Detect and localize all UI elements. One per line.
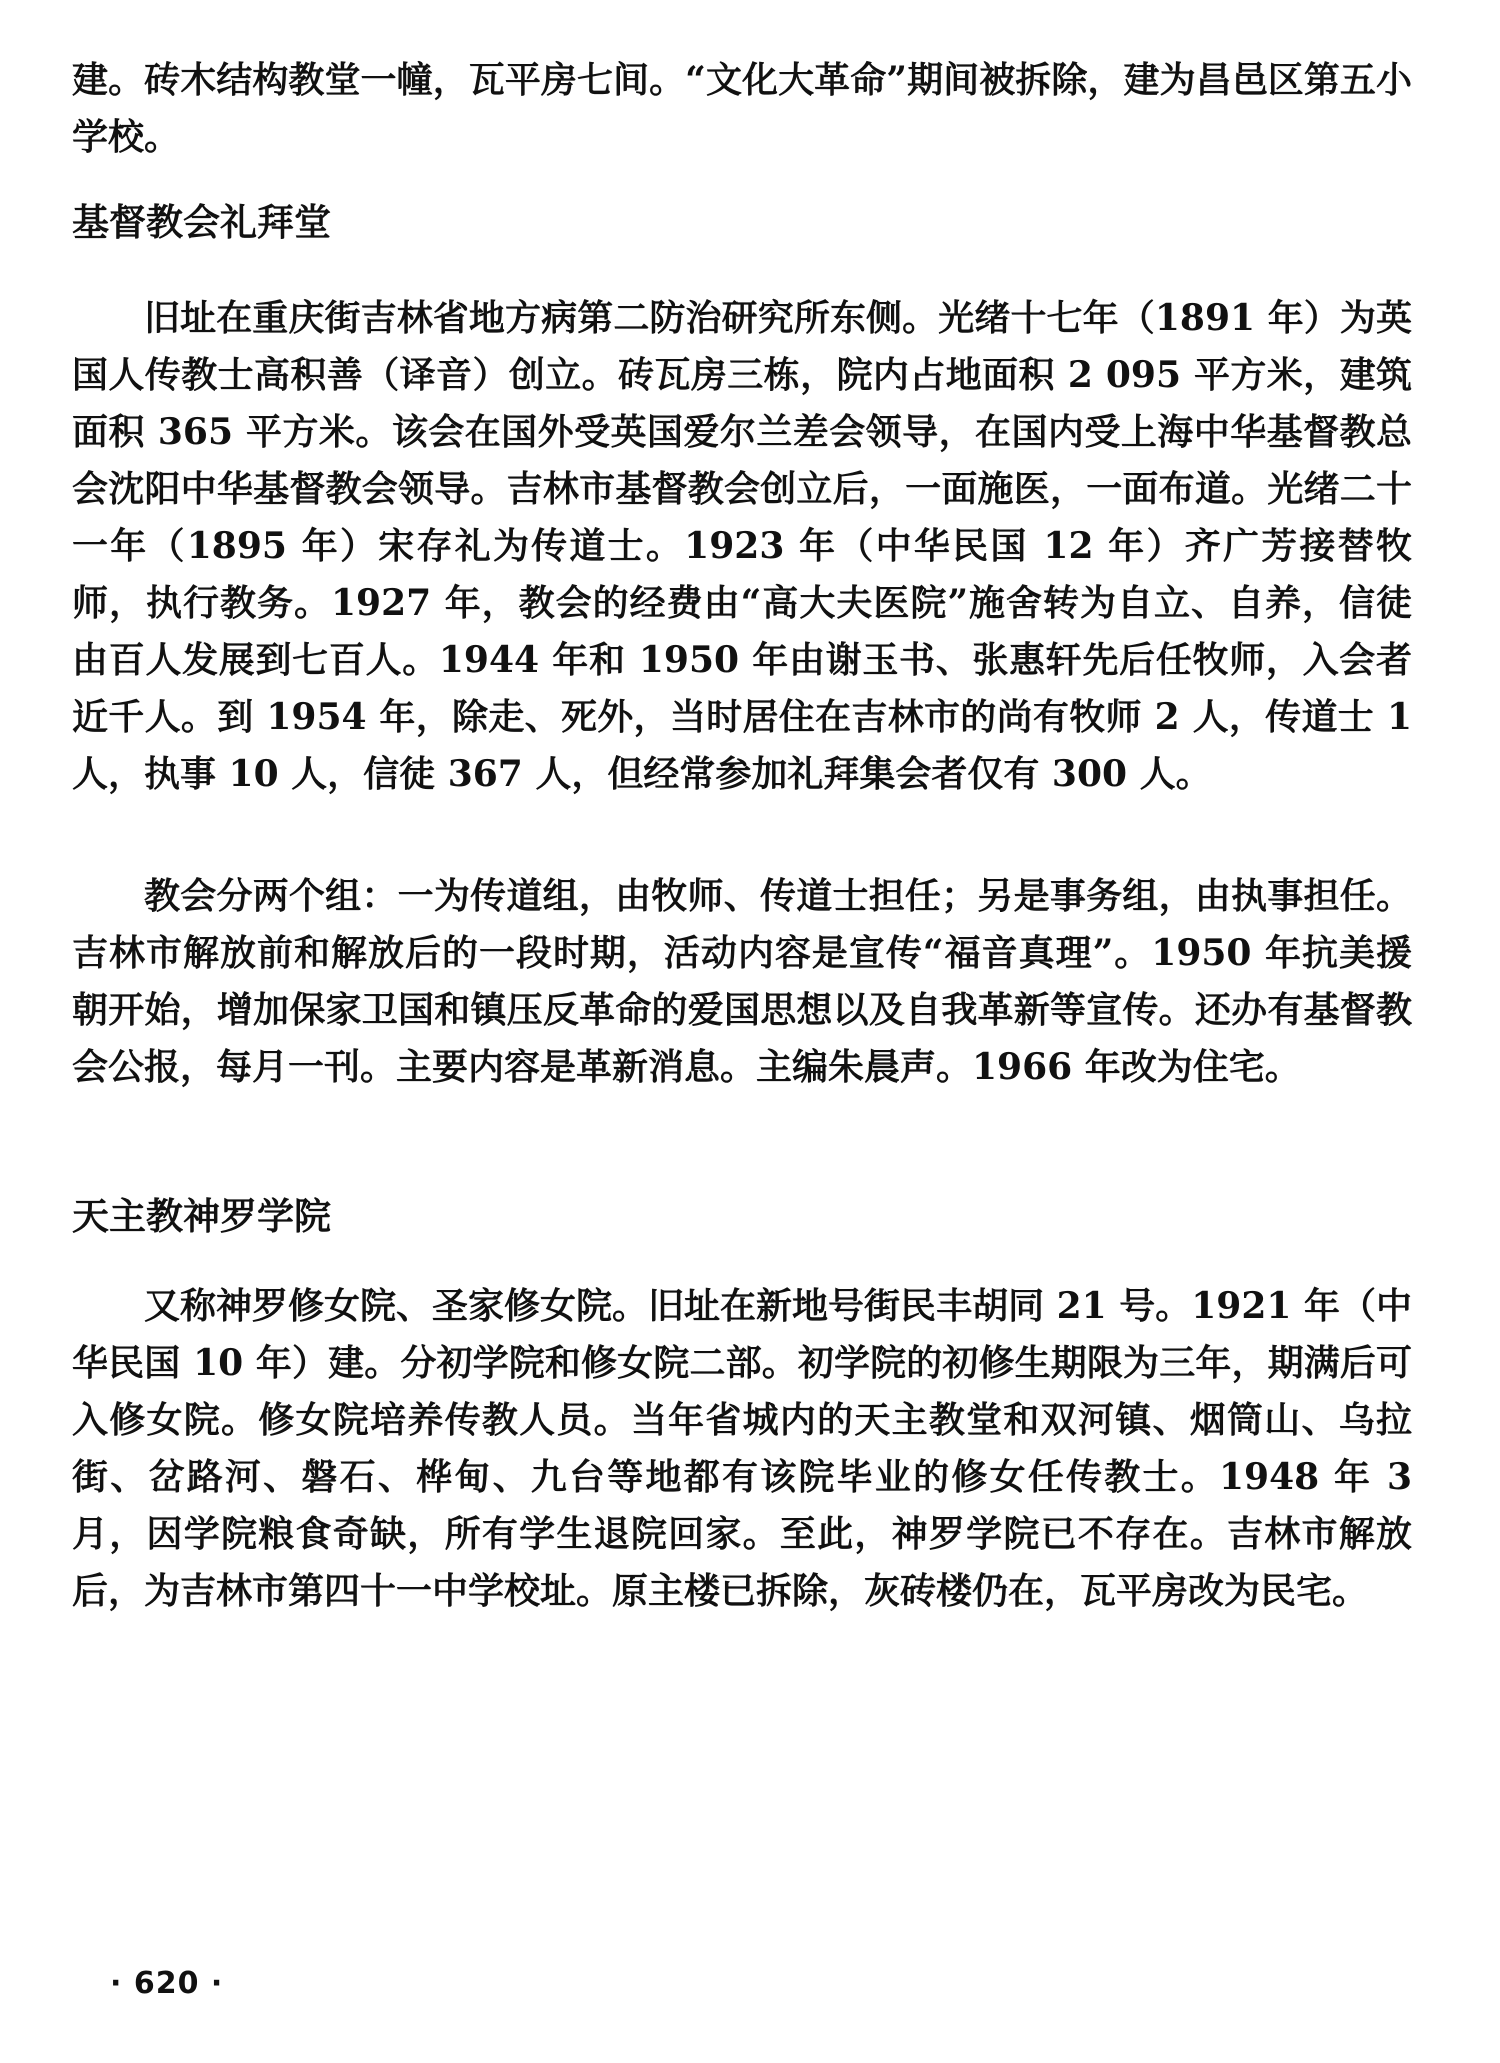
section-heading-protestant-church: 基督教会礼拜堂 (72, 201, 331, 244)
paragraph-church-history: 旧址在重庆街吉林省地方病第二防治研究所东侧。光绪十七年（1891 年）为英国人传教士高积善（译音）创立。砖瓦房三栋，院内占地面积 2 095 平方米，建筑面积 365 平方米。该会在国外受英国爱尔兰差会领导，在国内受上海中华基督教总会沈阳中华基督教会领导。吉林市基督教会创立后，一面施医，一面布道。光绪二十一年（1895 年）宋存礼为传道士。1923 年（中华民国 12 年）齐广芳接替牧师，执行教务。1927 年，教会的经费由“高大夫医院”施舍转为自立、自养，信徒由百人发展到七百人。1944 年和 1950 年由谢玉书、张惠轩先后任牧师，入会者近千人。到 1954 年，除走、死外，当时居住在吉林市的尚有牧师 2 人，传道士 1 人，执事 10 人，信徒 367 人，但经常参加礼拜集会者仅有 300 人。 (72, 297, 1412, 795)
section-heading-catholic-academy: 天主教神罗学院 (72, 1195, 331, 1238)
page-number: · 620 · (110, 1966, 224, 2001)
paragraph-academy-history: 又称神罗修女院、圣家修女院。旧址在新地号街民丰胡同 21 号。1921 年（中华民国 10 年）建。分初学院和修女院二部。初学院的初修生期限为三年，期满后可入修女院。修女院培养传教人员。当年省城内的天主教堂和双河镇、烟筒山、乌拉街、岔路河、磐石、桦甸、九台等地都有该院毕业的修女任传教士。1948 年 3 月，因学院粮食奇缺，所有学生退院回家。至此，神罗学院已不存在。吉林市解放后，为吉林市第四十一中学校址。原主楼已拆除，灰砖楼仍在，瓦平房改为民宅。 (72, 1285, 1412, 1612)
paragraph-continuation: 建。砖木结构教堂一幢，瓦平房七间。“文化大革命”期间被拆除，建为昌邑区第五小学校。 (72, 59, 1412, 158)
paragraph-church-organization: 教会分两个组：一为传道组，由牧师、传道士担任；另是事务组，由执事担任。吉林市解放前和解放后的一段时期，活动内容是宣传“福音真理”。1950 年抗美援朝开始，增加保家卫国和镇压反革命的爱国思想以及自我革新等宣传。还办有基督教会公报，每月一刊。主要内容是革新消息。主编朱晨声。1966 年改为住宅。 (72, 875, 1412, 1088)
